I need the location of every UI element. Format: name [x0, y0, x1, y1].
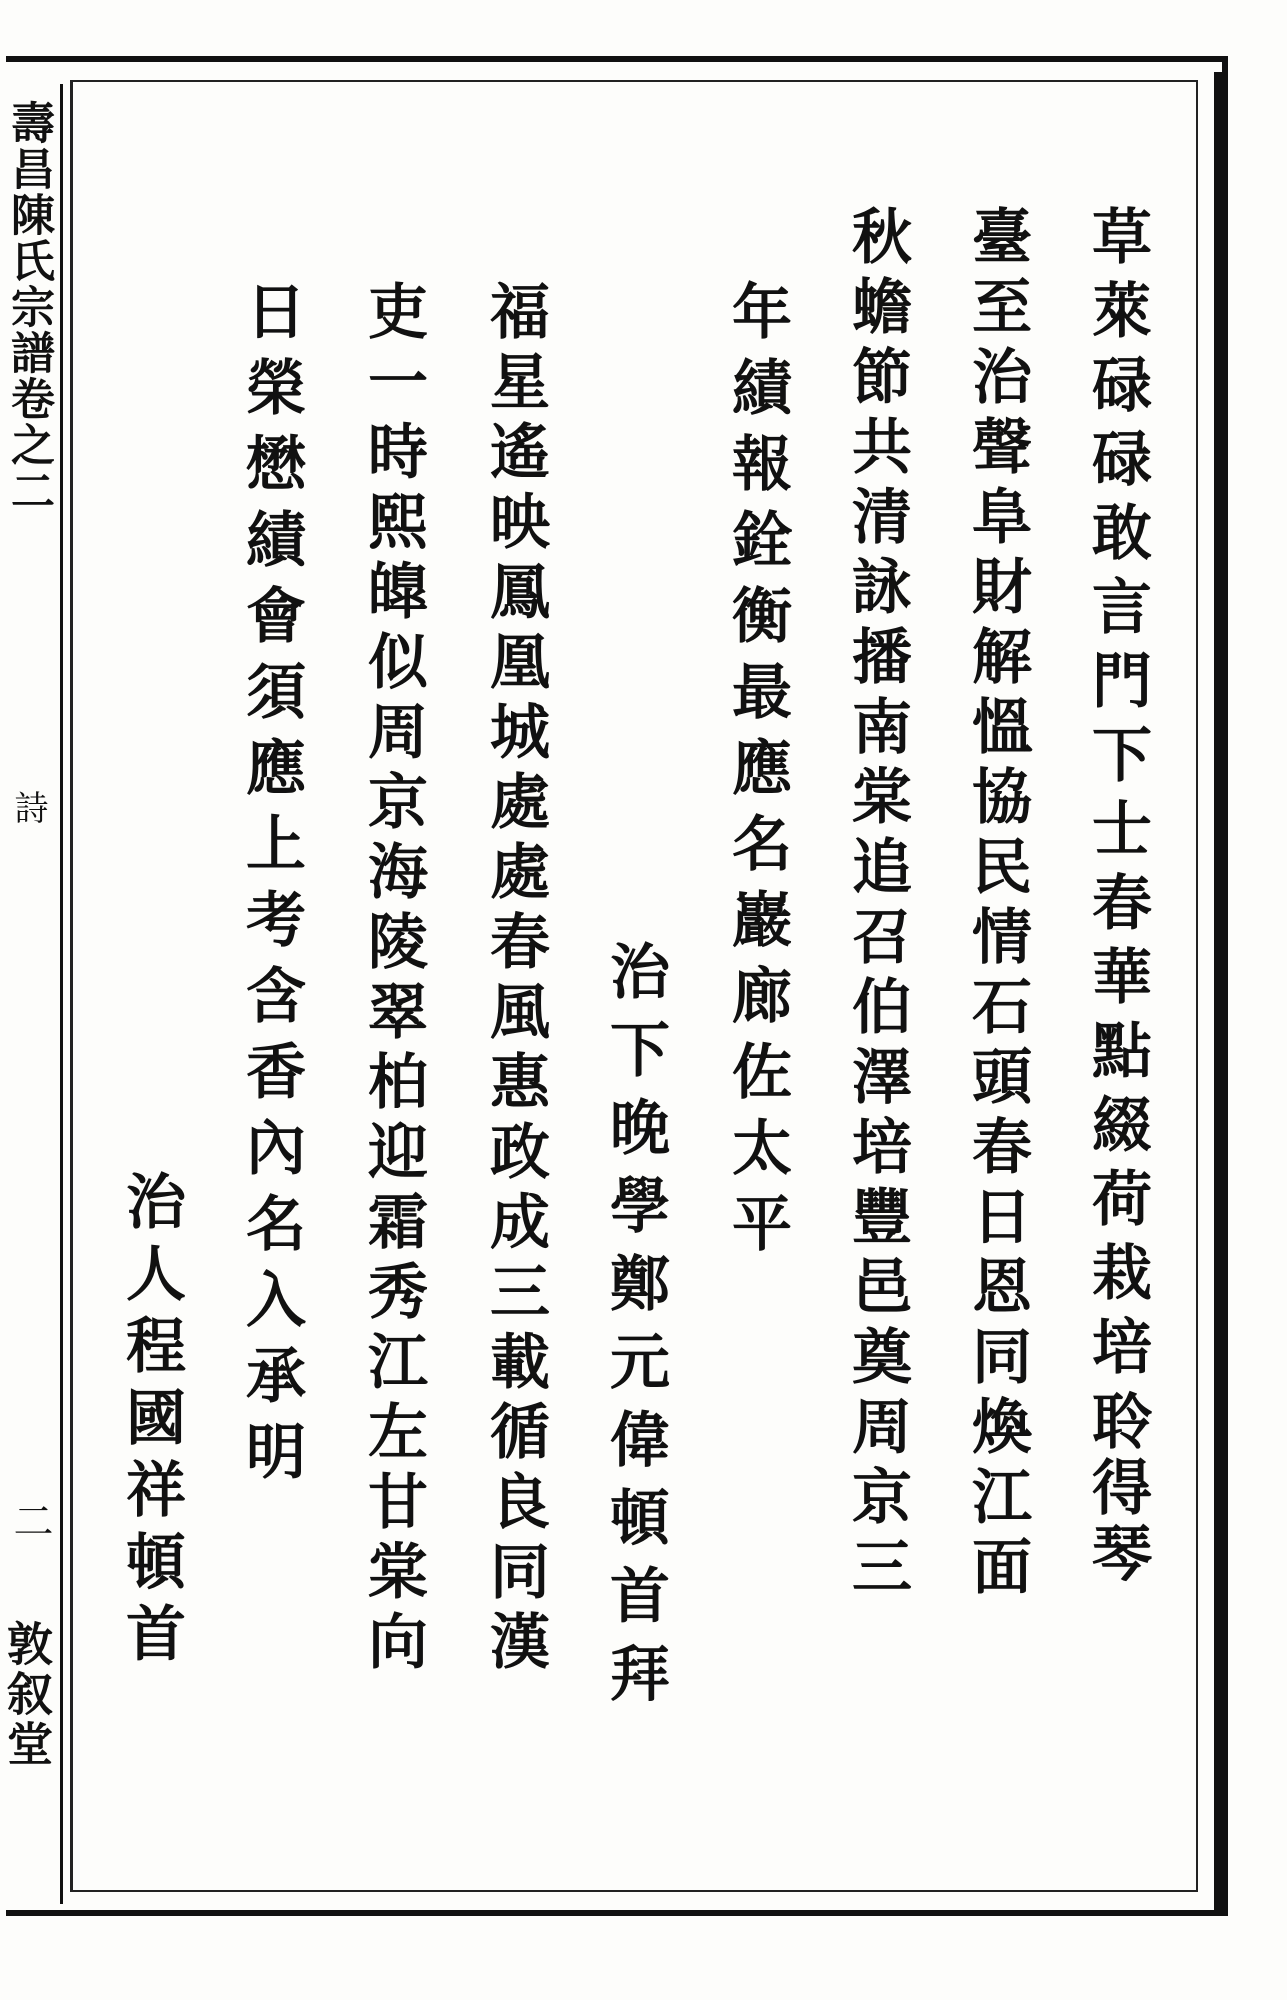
poem-column-1: 草萊碌碌敢言門下士春華點綴荷栽培 [1082, 205, 1152, 1389]
poem-column-7: 吏一時熙皥似周京海陵翠柏迎霜秀江左甘棠向 [358, 280, 428, 1680]
poem-column-6: 福星遙映鳳凰城處處春風惠政成三載循良同漢 [480, 280, 550, 1680]
signature-column-1: 治下晚學鄭元偉頓首拜 [600, 940, 670, 1720]
section-label: 詩 [8, 790, 48, 824]
poem-column-2: 臺至治聲阜財解慍協民情石頭春日恩同煥江面 [962, 205, 1032, 1605]
signature-column-2: 治人程國祥頓首 [116, 1170, 186, 1674]
book-title: 壽昌陳氏宗譜卷之二 [3, 100, 54, 514]
page-number: 二 [7, 1500, 53, 1540]
hall-name: 敦叙堂 [0, 1620, 54, 1770]
poem-column-3: 秋蟾節共清詠播南棠追召伯澤培豐邑奠周京三 [842, 205, 912, 1605]
outer-frame-right-rule [1214, 72, 1228, 1910]
poem-column-1-tail: 聆得琴 [1082, 1390, 1152, 1588]
poem-column-4: 年績報銓衡最應名巖廊佐太平 [722, 280, 792, 1268]
poem-column-8: 日榮懋績會須應上考含香內名入承明 [236, 280, 306, 1496]
